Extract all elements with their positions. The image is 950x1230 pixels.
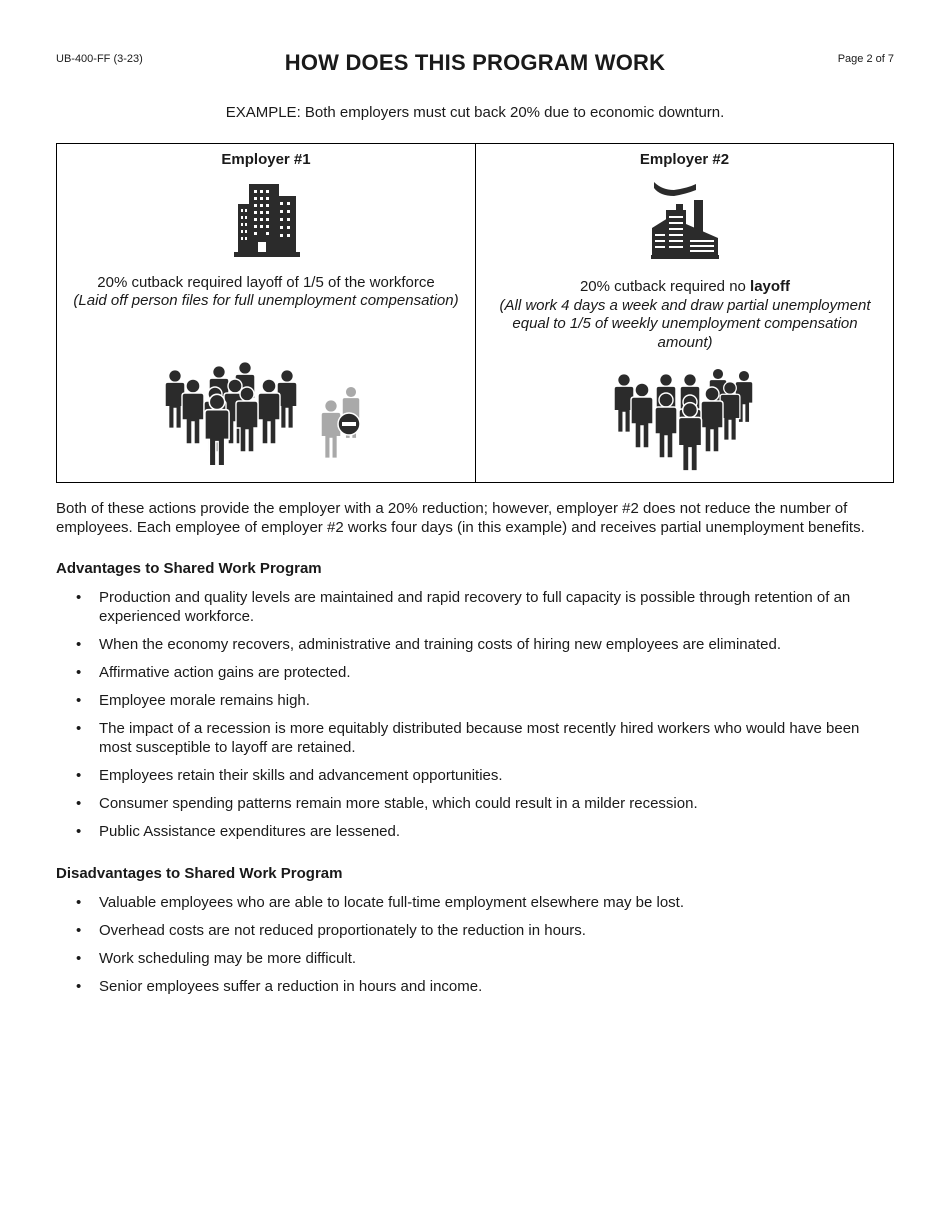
employer-2-description (496, 278, 874, 352)
list-item: • Overhead costs are not reduced proportionately to the reduction in hours. (56, 921, 896, 940)
advantages-list (56, 588, 896, 850)
page-number: Page 2 of 7 (837, 53, 894, 65)
list-item: • Public Assistance expenditures are lessened. (56, 822, 896, 841)
office-building-icon (232, 182, 302, 258)
workforce-shared-icon (606, 362, 766, 478)
list-item: • Valuable employees who are able to locate full-time employment elsewhere may be lost. (56, 893, 896, 912)
summary-paragraph: Both of these actions provide the employer with a 20% reduction; however, employer #2 does not reduce the number of employees. Each employee of employer #2 works four days (in this example) and receives partial unemployment benefits. (56, 500, 865, 536)
list-item: • When the economy recovers, administrative and training costs of hiring new employees are eliminated. (56, 635, 896, 654)
list-item: • Work scheduling may be more difficult. (56, 949, 896, 968)
employer-2-cutback: 20% cutback required no (579, 278, 746, 295)
advantages-heading: Advantages to Shared Work Program (56, 560, 322, 577)
employer-1-cell (57, 144, 475, 482)
list-item: • Employee morale remains high. (56, 691, 896, 710)
employer-1-note: (Laid off person files for full unemployment compensation) (73, 292, 459, 309)
employer-2-cell (475, 144, 893, 482)
employer-2-note: (All work 4 days a week and draw partial unemployment equal to 1/5 of weekly unemployment compensation amount) (499, 296, 871, 351)
disadvantages-list (56, 893, 896, 1005)
page-title: HOW DOES THIS PROGRAM WORK (284, 50, 666, 75)
form-id: UB-400-FF (3-23) (56, 53, 143, 65)
employer-1-heading: Employer #1 (221, 151, 311, 168)
list-item: • Affirmative action gains are protected. (56, 663, 896, 682)
example-text: EXAMPLE: Both employers must cut back 20% due to economic downturn. (225, 104, 725, 121)
employer-2-heading: Employer #2 (639, 151, 730, 168)
workforce-layoff-icon (157, 362, 377, 478)
list-item: • The impact of a recession is more equitably distributed because most recently hired workers who would have been most susceptible to layoff are retained. (56, 719, 896, 757)
list-item: • Employees retain their skills and advancement opportunities. (56, 766, 896, 785)
employer-1-description (57, 274, 475, 310)
list-item: • Consumer spending patterns remain more stable, which could result in a milder recession. (56, 794, 896, 813)
employer-2-cutback-bold: layoff (750, 278, 791, 295)
disadvantages-heading: Disadvantages to Shared Work Program (56, 865, 343, 882)
minus-badge-icon (338, 413, 360, 435)
employer-1-cutback: 20% cutback required layoff of 1/5 of the workforce (97, 274, 435, 291)
list-item: • Production and quality levels are maintained and rapid recovery to full capacity is possible through retention of an experienced workforce. (56, 588, 896, 626)
list-item: • Senior employees suffer a reduction in hours and income. (56, 977, 896, 996)
factory-icon (648, 180, 722, 260)
comparison-table (56, 143, 894, 483)
